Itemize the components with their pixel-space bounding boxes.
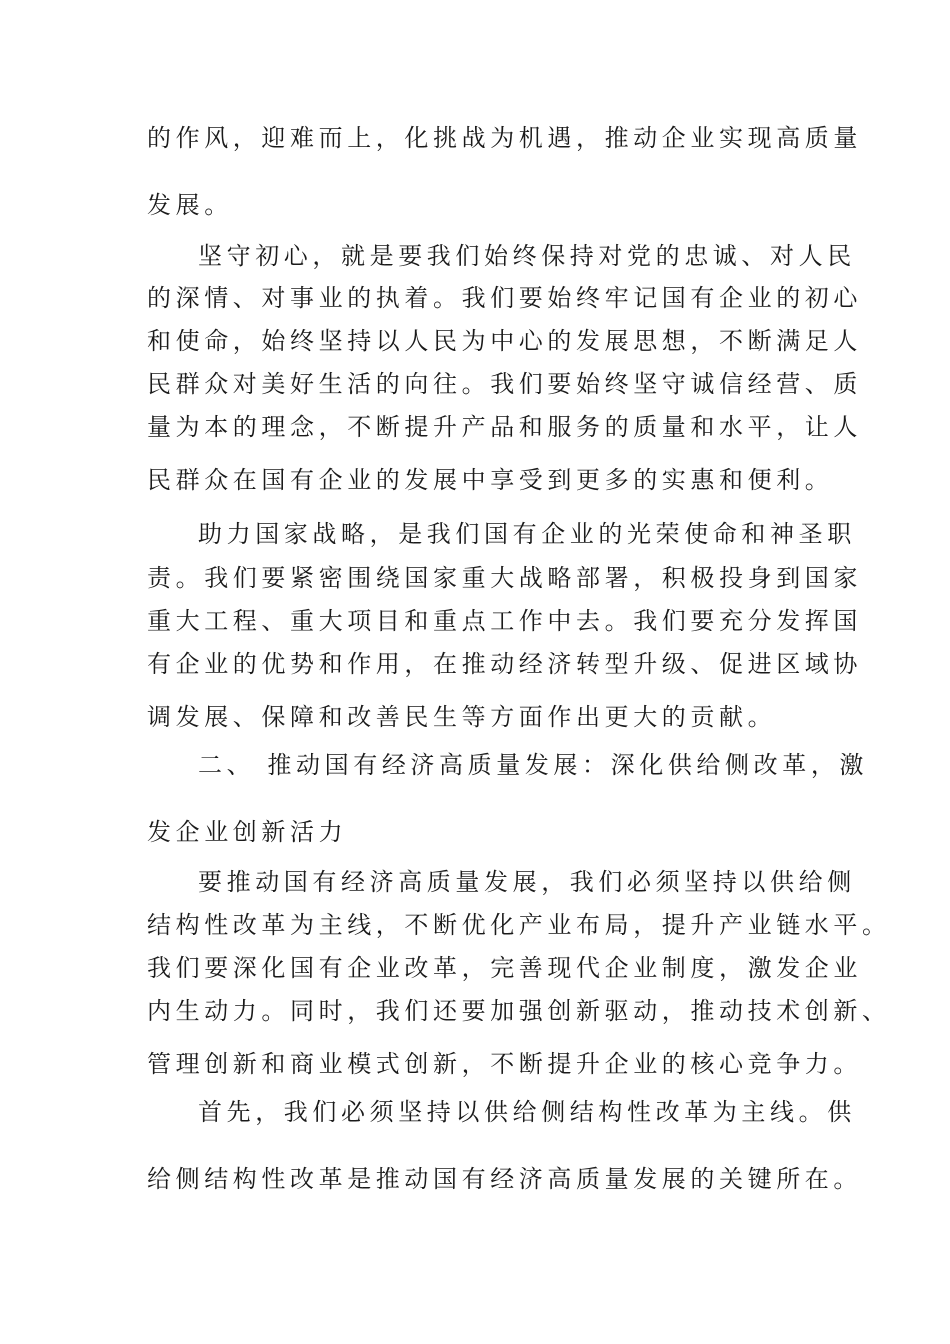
text-line: 量为本的理念，不断提升产品和服务的质量和水平，让人 (147, 413, 862, 441)
text-line: 调发展、保障和改善民生等方面作出更大的贡献。 (147, 703, 777, 731)
paragraph-start-line: 助力国家战略，是我们国有企业的光荣使命和神圣职 (198, 520, 856, 548)
paragraph-start-line: 坚守初心，就是要我们始终保持对党的忠诚、对人民 (198, 242, 856, 270)
text-line: 的作风，迎难而上，化挑战为机遇，推动企业实现高质量 (147, 124, 862, 152)
text-line: 民群众对美好生活的向往。我们要始终坚守诚信经营、质 (147, 370, 862, 398)
text-line: 内生动力。同时，我们还要加强创新驱动，推动技术创新、 (147, 997, 891, 1025)
text-line: 给侧结构性改革是推动国有经济高质量发展的关键所在。 (147, 1165, 862, 1193)
text-line: 重大工程、重大项目和重点工作中去。我们要充分发挥国 (147, 607, 862, 635)
text-line: 我们要深化国有企业改革，完善现代企业制度，激发企业 (147, 954, 862, 982)
text-line: 有企业的优势和作用，在推动经济转型升级、促进区域协 (147, 650, 862, 678)
text-line: 和使命，始终坚持以人民为中心的发展思想，不断满足人 (147, 327, 862, 355)
section-heading-continued: 发企业创新活力 (147, 818, 348, 846)
paragraph-start-line: 首先，我们必须坚持以供给侧结构性改革为主线。供 (198, 1098, 856, 1126)
text-line: 民群众在国有企业的发展中享受到更多的实惠和便利。 (147, 466, 834, 494)
section-heading: 二、 推动国有经济高质量发展：深化供给侧改革，激 (198, 751, 869, 779)
text-line: 管理创新和商业模式创新，不断提升企业的核心竞争力。 (147, 1050, 862, 1078)
text-line: 结构性改革为主线，不断优化产业布局，提升产业链水平。 (147, 911, 891, 939)
text-line: 发展。 (147, 191, 233, 219)
text-line: 的深情、对事业的执着。我们要始终牢记国有企业的初心 (147, 284, 862, 312)
paragraph-start-line: 要推动国有经济高质量发展，我们必须坚持以供给侧 (198, 868, 856, 896)
text-line: 责。我们要紧密围绕国家重大战略部署，积极投身到国家 (147, 564, 862, 592)
